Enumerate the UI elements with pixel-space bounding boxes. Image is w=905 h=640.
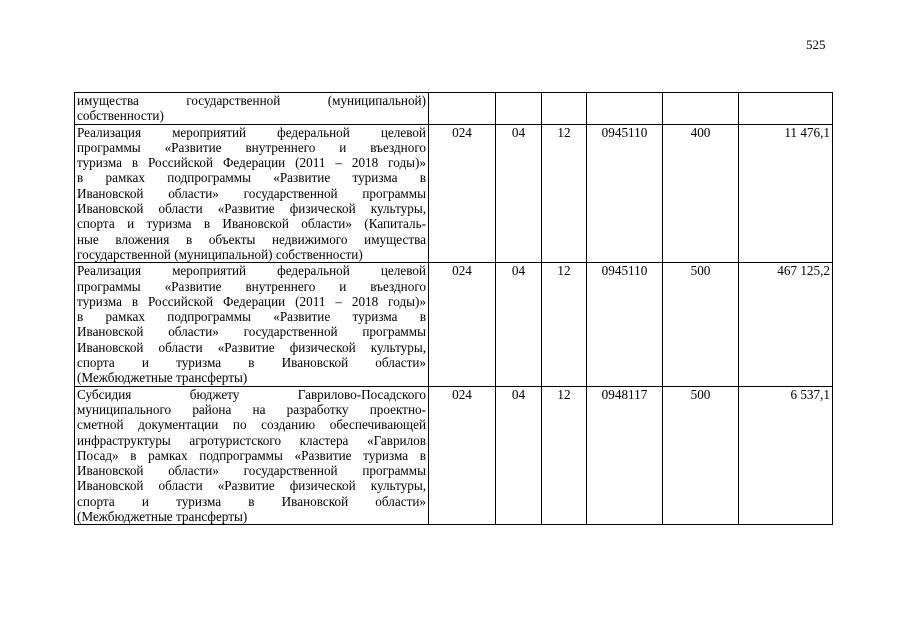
description-line: спорта и туризма в Ивановской области»	[77, 493, 426, 509]
description-line: Субсидия бюджету Гаврилово-Посадского	[77, 386, 426, 402]
subsection-code-cell: 12	[542, 124, 587, 263]
target-article-cell	[587, 93, 663, 125]
description-line: сметной документации по созданию обеспечивающей	[77, 417, 426, 433]
description-cell	[75, 124, 429, 263]
section-code-cell: 04	[496, 386, 542, 525]
subsection-code-cell: 12	[542, 386, 587, 525]
description-line: Реализация мероприятий федеральной целевой	[77, 263, 426, 279]
section-code-cell: 04	[496, 263, 542, 386]
description-cell	[75, 386, 429, 525]
target-article-cell: 0945110	[587, 124, 663, 263]
description-cell	[75, 263, 429, 386]
subsection-code-cell: 12	[542, 263, 587, 386]
description-line: программы «Развитие внутреннего и въездного	[77, 278, 426, 294]
table-body	[75, 93, 833, 525]
target-article-cell: 0945110	[587, 263, 663, 386]
description-line: (Межбюджетные трансферты)	[77, 370, 248, 386]
table-row	[75, 93, 833, 125]
description-line: в рамках подпрограммы «Развитие туризма в	[77, 170, 426, 186]
target-article-cell: 0948117	[587, 386, 663, 525]
expense-type-cell: 400	[663, 124, 739, 263]
description-line: муниципального района на разработку проектно-	[77, 401, 426, 417]
description-line: Ивановской области» государственной программы	[77, 185, 426, 201]
description-line: Ивановской области» государственной программы	[77, 324, 426, 340]
expense-type-cell	[663, 93, 739, 125]
section-code-cell: 04	[496, 124, 542, 263]
budget-table	[74, 92, 833, 525]
table-row	[75, 386, 833, 525]
expense-type-cell: 500	[663, 386, 739, 525]
description-line: государственной (муниципальной) собственности)	[77, 246, 363, 262]
description-line: ные вложения в объекты недвижимого имущества	[77, 231, 426, 247]
description-cell	[75, 93, 429, 125]
description-line: Ивановской области «Развитие физической культуры,	[77, 201, 426, 217]
description-line: (Межбюджетные трансферты)	[77, 509, 248, 525]
table-row	[75, 124, 833, 263]
description-line: Ивановской области» государственной программы	[77, 463, 426, 479]
description-line: спорта и туризма в Ивановской области» (Капиталь-	[77, 216, 426, 232]
amount-cell: 11 476,1	[739, 124, 833, 263]
description-line: в рамках подпрограммы «Развитие туризма в	[77, 309, 426, 325]
page-number: 525	[806, 37, 826, 52]
description-line: программы «Развитие внутреннего и въездного	[77, 139, 426, 155]
description-line: туризма в Российской Федерации (2011 – 2018 годы)»	[77, 155, 426, 171]
amount-cell: 467 125,2	[739, 263, 833, 386]
description-line: инфраструктуры агротуристского кластера «Гаврилов	[77, 432, 426, 448]
section-code-cell	[496, 93, 542, 125]
amount-cell	[739, 93, 833, 125]
description-line: Ивановской области «Развитие физической культуры,	[77, 478, 426, 494]
description-line: Реализация мероприятий федеральной целевой	[77, 124, 426, 140]
grbs-code-cell: 024	[429, 124, 496, 263]
description-line: собственности)	[77, 108, 164, 124]
amount-cell: 6 537,1	[739, 386, 833, 525]
description-line: туризма в Российской Федерации (2011 – 2018 годы)»	[77, 293, 426, 309]
grbs-code-cell: 024	[429, 386, 496, 525]
description-line: Посад» в рамках подпрограммы «Развитие туризма в	[77, 447, 426, 463]
description-line: Ивановской области «Развитие физической культуры,	[77, 339, 426, 355]
grbs-code-cell	[429, 93, 496, 125]
grbs-code-cell: 024	[429, 263, 496, 386]
subsection-code-cell	[542, 93, 587, 125]
table-row	[75, 263, 833, 386]
expense-type-cell: 500	[663, 263, 739, 386]
description-line: спорта и туризма в Ивановской области»	[77, 355, 426, 371]
description-line: имущества государственной (муниципальной)	[77, 93, 426, 108]
